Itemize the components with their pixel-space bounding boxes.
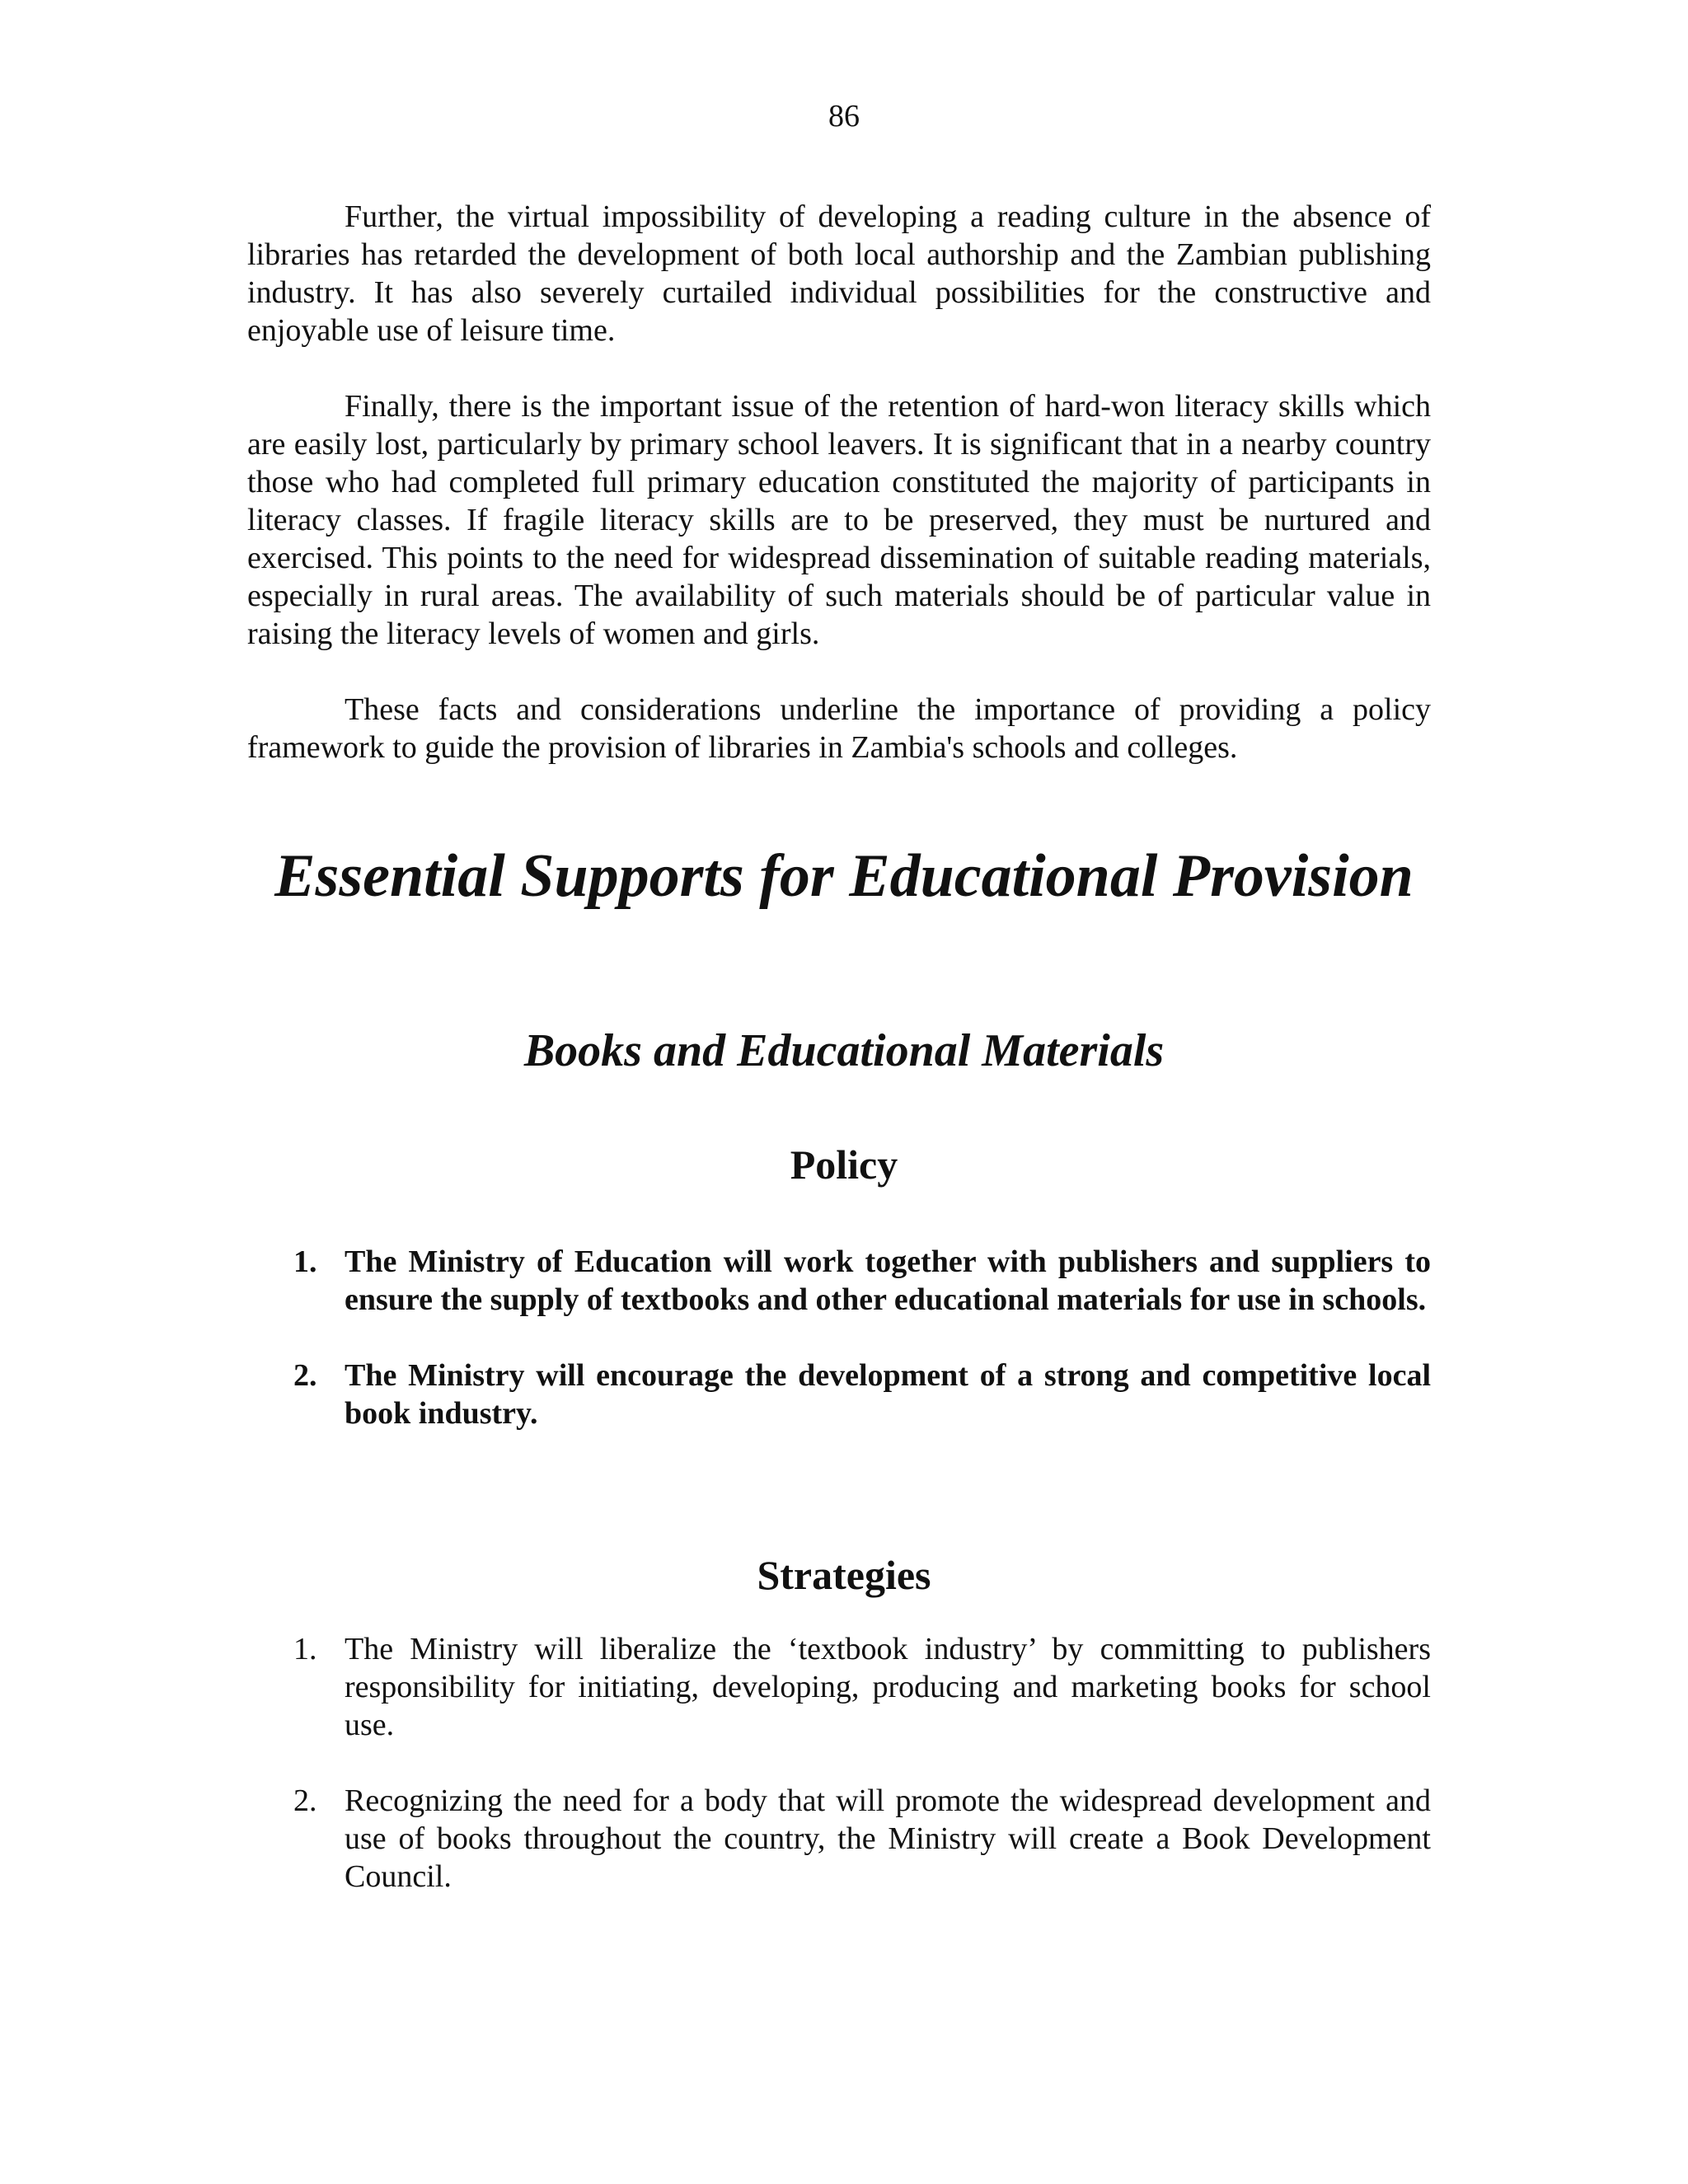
section-title: Essential Supports for Educational Provision	[274, 842, 1414, 910]
strategies-list	[293, 1630, 1431, 1933]
strategies-heading: Strategies	[757, 1552, 931, 1598]
policy-item	[293, 1357, 1431, 1432]
list-item-text: The Ministry will liberalize the ‘textbook industry’ by committing to publishers responsibility for initiating, developing, producing and marketing books for school use.	[345, 1632, 1431, 1742]
strategy-item	[293, 1630, 1431, 1744]
list-number: 2.	[293, 1358, 317, 1393]
strategy-item	[293, 1782, 1431, 1896]
subsection-title: Books and Educational Materials	[523, 1025, 1165, 1076]
list-item-text: Recognizing the need for a body that will promote the widespread development and use of books throughout the country, the Ministry will create a Book Development Council.	[345, 1783, 1431, 1894]
list-item-text: The Ministry will encourage the development of a strong and competitive local book industry.	[345, 1358, 1431, 1431]
page-number: 86	[828, 99, 860, 134]
list-number: 1.	[293, 1244, 317, 1279]
list-number: 2.	[293, 1783, 317, 1818]
list-number: 1.	[293, 1632, 317, 1666]
body-paragraph: Finally, there is the important issue of the retention of hard-won literacy skills which are easily lost, particularly by primary school leavers. It is significant that in a nearby country those who had completed full primary education constituted the majority of participants in literacy classes. If fragile literacy skills are to be preserved, they must be nurtured and exercised. This points to the need for widespread dissemination of suitable reading materials, especially in rural areas. The availability of such materials should be of particular value in raising the literacy levels of women and girls.	[247, 389, 1431, 651]
policy-item	[293, 1243, 1431, 1319]
policy-list	[293, 1243, 1431, 1470]
policy-heading: Policy	[790, 1141, 898, 1188]
body-paragraph: Further, the virtual impossibility of developing a reading culture in the absence of libraries has retarded the development of both local authorship and the Zambian publishing industry. It has also severely curtailed individual possibilities for the constructive and enjoyable use of leisure time.	[247, 199, 1431, 348]
body-paragraph: These facts and considerations underline the importance of providing a policy framework to guide the provision of libraries in Zambia's schools and colleges.	[247, 692, 1431, 765]
list-item-text: The Ministry of Education will work together with publishers and suppliers to ensure the supply of textbooks and other educational materials for use in schools.	[345, 1244, 1431, 1317]
